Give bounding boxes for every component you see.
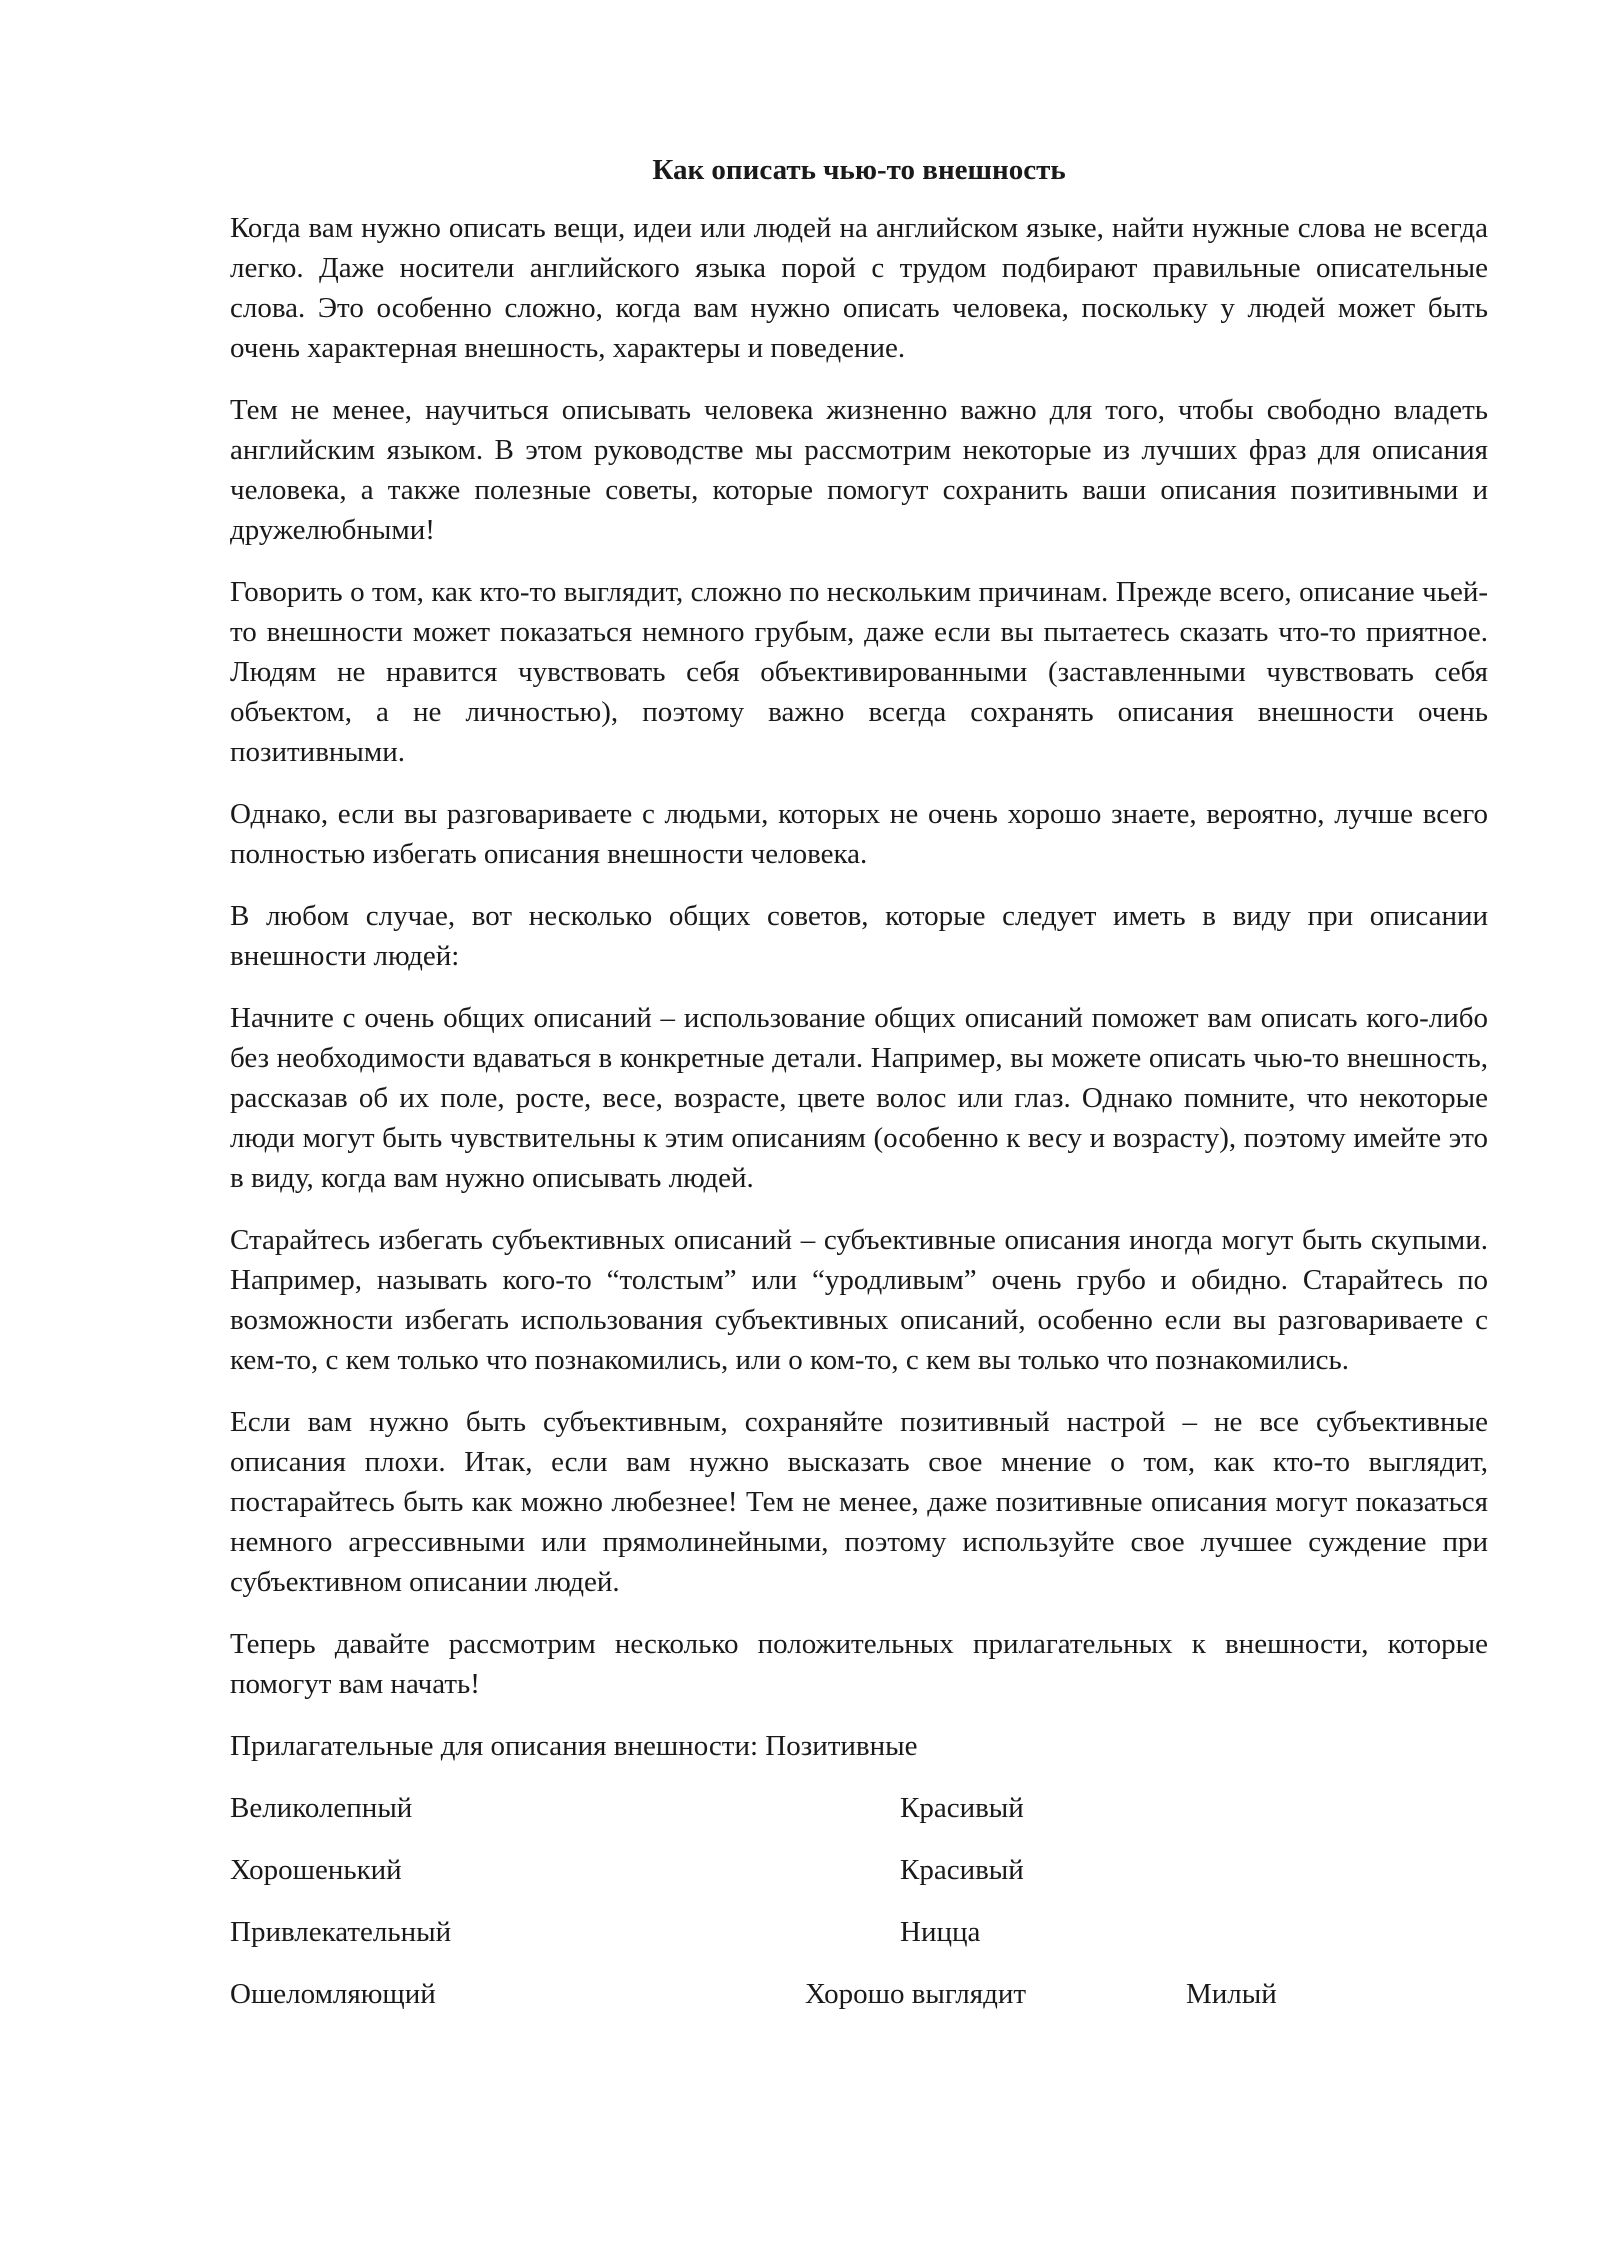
paragraph: Говорить о том, как кто-то выглядит, сложно по нескольким причинам. Прежде всего, описание чьей-то внешности может показаться немного грубым, даже если вы пытаетесь сказать что-то приятное. Людям не нравится чувствовать себя объективированными (заставленными чувствовать себя объектом, а не личностью), поэтому важно всегда сохранять описания внешности очень позитивными.: [230, 576, 1488, 768]
paragraph: Тем не менее, научиться описывать человека жизненно важно для того, чтобы свободно владеть английским языком. В этом руководстве мы рассмотрим некоторые из лучших фраз для описания человека, а также полезные советы, которые помогут сохранить ваши описания позитивными и дружелюбными!: [230, 394, 1488, 546]
adjective-item: Ницца: [900, 1916, 981, 1948]
adjective-item: Милый: [1186, 1978, 1277, 2010]
paragraph: Когда вам нужно описать вещи, идеи или людей на английском языке, найти нужные слова не всегда легко. Даже носители английского языка порой с трудом подбирают правильные описательные слова. Это особенно сложно, когда вам нужно описать человека, поскольку у людей может быть очень характерная внешность, характеры и поведение.: [230, 212, 1488, 364]
paragraph: В любом случае, вот несколько общих советов, которые следует иметь в виду при описании внешности людей:: [230, 900, 1488, 972]
adjective-item: Красивый: [900, 1854, 1024, 1886]
document-page: [230, 150, 1488, 2036]
adjective-row: [230, 1850, 1488, 1890]
adjective-item: Привлекательный: [230, 1916, 452, 1948]
adjective-item: Хорошенький: [230, 1854, 402, 1886]
paragraph: Начните с очень общих описаний – использование общих описаний поможет вам описать кого-либо без необходимости вдаваться в конкретные детали. Например, вы можете описать чью-то внешность, рассказав об их поле, росте, весе, возрасте, цвете волос или глаз. Однако помните, что некоторые люди могут быть чувствительны к этим описаниям (особенно к весу и возрасту), поэтому имейте это в виду, когда вам нужно описывать людей.: [230, 1002, 1488, 1194]
paragraph: Если вам нужно быть субъективным, сохраняйте позитивный настрой – не все субъективные описания плохи. Итак, если вам нужно высказать свое мнение о том, как кто-то выглядит, постарайтесь быть как можно любезнее! Тем не менее, даже позитивные описания могут показаться немного агрессивными или прямолинейными, поэтому используйте свое лучшее суждение при субъективном описании людей.: [230, 1406, 1488, 1598]
adjective-row: [230, 1788, 1488, 1828]
paragraph: Старайтесь избегать субъективных описаний – субъективные описания иногда могут быть скупыми. Например, называть кого-то “толстым” или “уродливым” очень грубо и обидно. Старайтесь по возможности избегать использования субъективных описаний, особенно если вы разговариваете с кем-то, с кем только что познакомились, или о ком-то, с кем вы только что познакомились.: [230, 1224, 1488, 1376]
adjective-row: [230, 1974, 1488, 2014]
adjective-item: Красивый: [900, 1792, 1024, 1824]
document-title: Как описать чью-то внешность: [652, 154, 1066, 186]
paragraph: Теперь давайте рассмотрим несколько положительных прилагательных к внешности, которые помогут вам начать!: [230, 1628, 1488, 1700]
adjectives-heading: Прилагательные для описания внешности: Позитивные: [230, 1730, 918, 1762]
adjective-row: [230, 1912, 1488, 1952]
paragraph: Однако, если вы разговариваете с людьми, которых не очень хорошо знаете, вероятно, лучше всего полностью избегать описания внешности человека.: [230, 798, 1488, 870]
adjective-item: Великолепный: [230, 1792, 413, 1824]
adjective-item: Ошеломляющий: [230, 1978, 436, 2010]
adjective-item: Хорошо выглядит: [805, 1978, 1027, 2010]
